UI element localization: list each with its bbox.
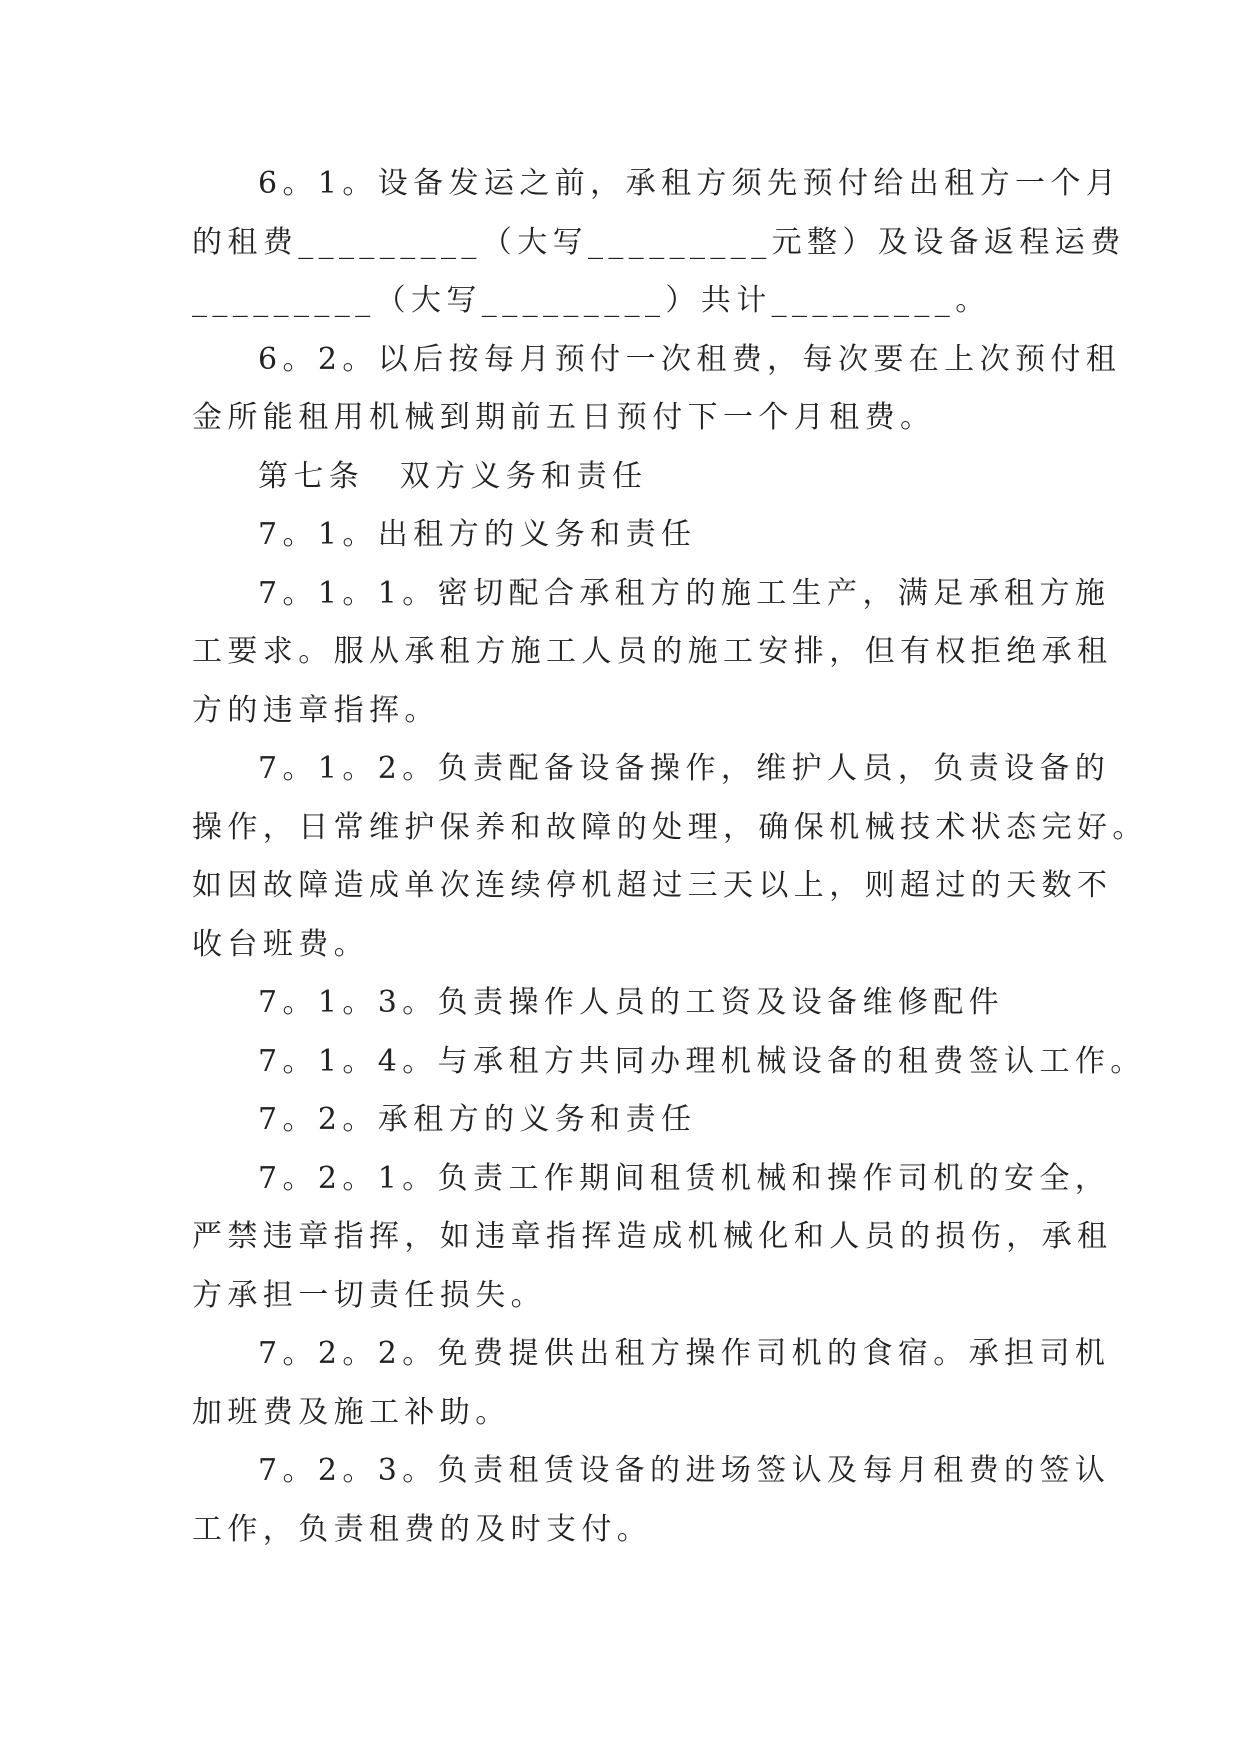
text-line: 的租费_________（大写_________元整）及设备返程运费 bbox=[192, 224, 1126, 260]
text-line: 加班费及施工补助。 bbox=[192, 1394, 511, 1430]
text-line: 方承担一切责任损失。 bbox=[192, 1277, 546, 1313]
text-line: 7。2。3。负责租赁设备的进场签认及每月租费的签认 bbox=[258, 1453, 1111, 1488]
text-line: 7。2。承租方的义务和责任 bbox=[258, 1102, 697, 1137]
text-line: 收台班费。 bbox=[192, 926, 369, 962]
text-line: 工作，负责租费的及时支付。 bbox=[192, 1511, 653, 1547]
text-line: 6。1。设备发运之前，承租方须先预付给出租方一个月 bbox=[258, 166, 1122, 201]
text-line: 7。1。3。负责操作人员的工资及设备维修配件 bbox=[258, 985, 1005, 1020]
text-line: 操作，日常维护保养和故障的处理，确保机械技术状态完好。 bbox=[192, 809, 1148, 845]
text-line: 金所能租用机械到期前五日预付下一个月租费。 bbox=[192, 400, 936, 435]
text-line: 7。1。4。与承租方共同办理机械设备的租费签认工作。 bbox=[258, 1043, 1146, 1079]
text-line: 7。2。1。负责工作期间租赁机械和操作司机的安全， bbox=[258, 1160, 1111, 1196]
document-body bbox=[192, 155, 1148, 1559]
text-line: 7。1。出租方的义务和责任 bbox=[258, 517, 697, 552]
text-line: 严禁违章指挥，如违章指挥造成机械化和人员的损伤，承租 bbox=[192, 1219, 1113, 1254]
text-line: 如因故障造成单次连续停机超过三天以上，则超过的天数不 bbox=[192, 868, 1113, 903]
text-line: 7。1。1。密切配合承租方的施工生产，满足承租方施 bbox=[258, 575, 1111, 611]
text-line: 6。2。以后按每月预付一次租费，每次要在上次预付租 bbox=[258, 341, 1122, 377]
text-line: 第七条 双方义务和责任 bbox=[258, 458, 648, 494]
text-line: 7。2。2。免费提供出租方操作司机的食宿。承担司机 bbox=[258, 1336, 1111, 1371]
text-line: 工要求。服从承租方施工人员的施工安排，但有权拒绝承租 bbox=[192, 634, 1113, 669]
text-line: _________（大写_________）共计_________。 bbox=[192, 283, 991, 318]
text-line: 7。1。2。负责配备设备操作，维护人员，负责设备的 bbox=[258, 751, 1111, 786]
text-line: 方的违章指挥。 bbox=[192, 692, 440, 728]
